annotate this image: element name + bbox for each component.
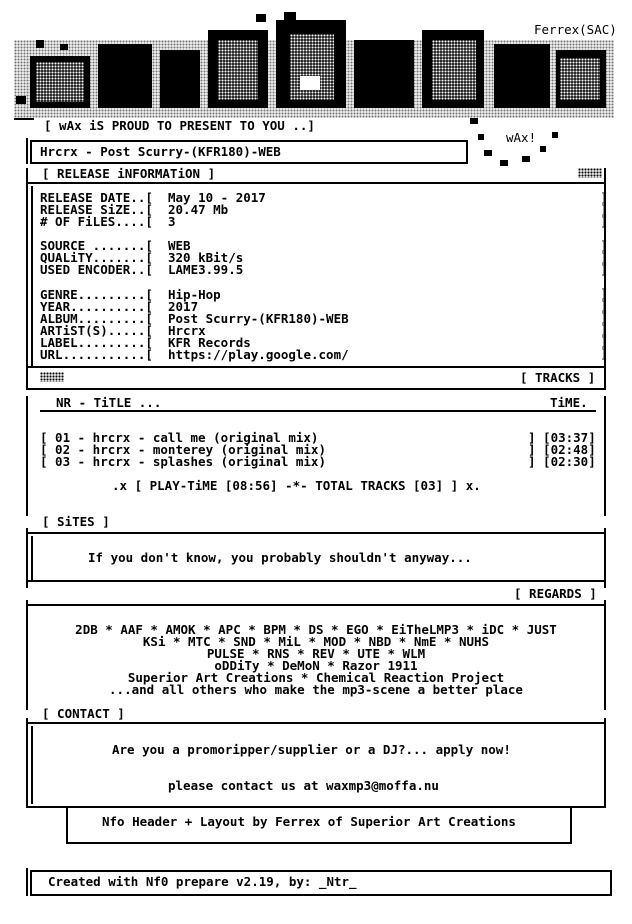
info-value: Hrcrx [168,323,206,338]
contact-header: [ CONTACT ] [42,706,125,721]
info-label: USED ENCODER..[ [40,262,153,277]
intro-underline [14,118,34,120]
regards-line: KSi * MTC * SND * MiL * MOD * NBD * NmE * NUHS [142,634,490,649]
sites-header: [ SiTES ] [42,514,110,529]
swirl-dot [484,150,492,156]
info-label: # OF FiLES....[ [40,214,153,229]
swirl-dot [478,134,484,140]
info-value: KFR Records [168,335,251,350]
contact-email[interactable]: please contact us at waxmp3@moffa.nu [168,778,439,793]
info-value: 2017 [168,299,199,314]
info-value: 320 kBit/s [168,250,244,265]
tracks-header: [ TRACKS ] [520,370,596,385]
info-value: https://play.google.com/ [168,347,349,362]
regards-line: 2DB * AAF * AMOK * APC * BPM * DS * EGO * EiTheLMP3 * iDC * JUST [75,622,557,637]
regards-line: PULSE * RNS * REV * UTE * WLM [206,646,426,661]
track-time: ] [02:30] [528,454,596,469]
info-right-brackets: ] ] ] ] ] ] ] ] ] ] ] ] [600,190,608,361]
logo-highlight-dither [560,58,600,100]
logo-block [494,44,550,108]
track-title: [ 01 - hrcrx - call me (original mix) [40,430,319,445]
regards-line: oDDiTy * DeMoN * Razor 1911 [214,658,418,673]
info-label: SOURCE .......[ [40,238,153,253]
info-value: 20.47 Mb [168,202,229,217]
header-rule [28,182,606,184]
info-value: Post Scurry-(KFR180)-WEB [168,311,349,326]
info-label: RELEASE DATE..[ [40,190,153,205]
frame-left-edge [26,528,28,588]
logo-top-dot [256,14,266,22]
info-label: YEAR..........[ [40,299,153,314]
logo-top-dot [16,96,26,104]
section-rule [28,580,606,582]
frame-left-edge [31,536,33,580]
info-label: ALBUM.........[ [40,311,153,326]
contact-apply: Are you a promoripper/supplier or a DJ?... apply now! [112,742,511,757]
track-title: [ 02 - hrcrx - monterey (original mix) [40,442,326,457]
logo-top-dot [36,40,44,48]
info-value: LAME3.99.5 [168,262,244,277]
swirl-dot [552,132,558,138]
logo-block [98,44,152,108]
frame-left-edge [31,186,33,366]
section-rule [28,366,606,368]
header-dither-right [578,168,602,178]
info-label: LABEL.........[ [40,335,153,350]
frame-right-edge [604,528,606,588]
tracks-dither-left [40,372,64,382]
track-time: ] [03:37] [528,430,596,445]
regards-line: ...and all others who make the mp3-scene a better place [109,682,523,697]
frame-left-edge [26,718,28,808]
footer-credit: Nfo Header + Layout by Ferrex of Superior Art Creations [102,814,516,829]
playtime-summary: .x [ PLAY-TiME [08:56] -*- TOTAL TRACKS [03] ] x. [112,478,481,493]
logo-block [160,50,200,108]
regards-header: [ REGARDS ] [514,586,597,601]
frame-left-edge [26,396,28,516]
logo-top-dot [60,44,68,50]
info-label: URL...........[ [40,347,153,362]
logo-block [354,40,414,108]
tracklist-col-time: TiME. [550,395,588,410]
track-time: ] [02:48] [528,442,596,457]
regards-list [28,624,604,696]
logo-highlight-dither [290,34,334,100]
info-label: QUALiTY.......[ [40,250,153,265]
frame-left-edge [31,726,33,804]
info-value: WEB [168,238,191,253]
regards-line: Superior Art Creations * Chemical Reaction Project [127,670,505,685]
sites-text: If you don't know, you probably shouldn't anyway... [88,550,472,565]
tracklist-rule [40,410,596,412]
info-value: May 10 - 2017 [168,190,266,205]
release-info-header: [ RELEASE iNFORMATiON ] [42,166,216,181]
created-with: Created with Nf0 prepare v2.19, by: _Ntr_ [48,874,357,889]
section-rule [28,604,606,606]
logo-top-dot [284,12,296,20]
swirl-dot [470,118,478,124]
credit-rule [66,842,572,844]
logo-highlight-dither [218,40,258,100]
swirl-dot [500,160,508,166]
tracklist-col-title: NR - TiTLE ... [56,395,162,410]
section-rule [28,532,606,534]
group-tag: wAx! [506,130,537,145]
release-name: Hrcrx - Post Scurry-(KFR180)-WEB [40,144,281,159]
art-credit: Ferrex(SAC) [534,22,617,37]
frame-right-edge [604,396,606,516]
section-rule [28,388,606,390]
frame-right-edge [604,600,606,710]
track-title: [ 03 - hrcrx - splashes (original mix) [40,454,326,469]
info-label: ARTiST(S).....[ [40,323,153,338]
credit-right-edge [570,808,572,844]
logo-a-hole [300,76,320,90]
frame-left-edge [26,138,28,164]
info-value: 3 [168,214,176,229]
section-rule [28,722,606,724]
intro-line: [ wAx iS PROUD TO PRESENT TO YOU ..] [44,118,315,133]
created-left-edge [26,868,28,896]
frame-left-edge [26,168,28,390]
credit-left-edge [66,808,68,844]
info-label: GENRE.........[ [40,287,153,302]
logo-highlight-dither [36,62,84,102]
logo-highlight-dither [432,40,476,100]
frame-right-edge [604,718,606,808]
info-value: Hip-Hop [168,287,221,302]
info-label: RELEASE SiZE..[ [40,202,153,217]
section-rule [28,806,606,808]
swirl-dot [540,146,546,152]
swirl-dot [522,156,530,162]
